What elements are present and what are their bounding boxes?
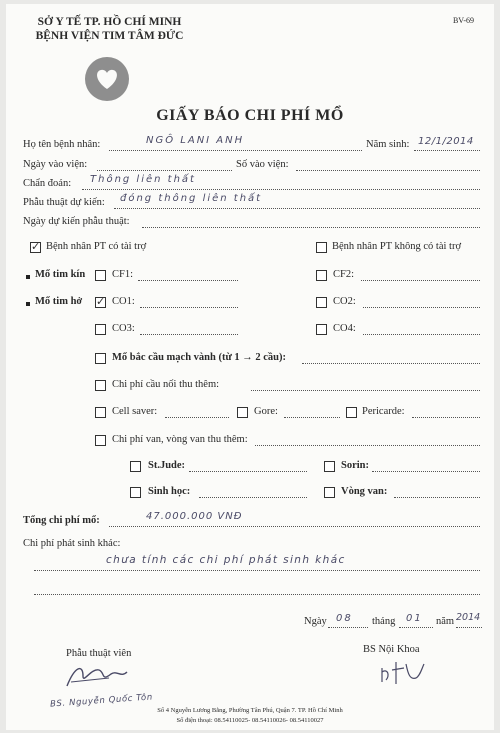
total-label: Tổng chi phí mổ: — [23, 515, 100, 526]
gore-label: Gore: — [254, 406, 278, 417]
valve-checkbox[interactable] — [95, 435, 106, 446]
form-code: BV-69 — [452, 16, 474, 25]
heart-icon — [85, 57, 129, 101]
other-cost-label: Chi phí phát sinh khác: — [23, 538, 121, 549]
sorin-label: Sorin: — [341, 460, 370, 471]
date-year-value: 2014 — [456, 612, 481, 623]
sinh-hoc-label: Sinh học: — [148, 486, 191, 497]
pericarde-checkbox[interactable] — [346, 407, 357, 418]
co4-label: CO4: — [333, 323, 356, 334]
co2-checkbox[interactable] — [316, 297, 327, 308]
not-sponsored-label: Bệnh nhân PT không có tài trợ — [332, 241, 462, 252]
check-mark-icon: ✓ — [31, 240, 41, 253]
st-jude-checkbox[interactable] — [130, 461, 141, 472]
date-month-value: 01 — [406, 613, 423, 624]
cf2-checkbox[interactable] — [316, 270, 327, 281]
sinh-hoc-checkbox[interactable] — [130, 487, 141, 498]
diagnosis-value: Thông liên thất — [90, 174, 196, 185]
extra-shunt-checkbox[interactable] — [95, 380, 106, 391]
hospital-name: BỆNH VIỆN TIM TÂM ĐỨC — [35, 30, 184, 42]
cf2-label: CF2: — [333, 269, 355, 280]
form-page — [6, 4, 494, 730]
gore-checkbox[interactable] — [237, 407, 248, 418]
pericarde-label: Pericarde: — [362, 406, 405, 417]
birth-year-label: Năm sinh: — [366, 139, 410, 150]
ministry-name: SỞ Y TẾ TP. HỒ CHÍ MINH — [37, 16, 182, 28]
other-cost-value: chưa tính các chi phí phát sinh khác — [106, 554, 346, 566]
date-day-value: 08 — [336, 613, 353, 624]
internist-label: BS Nội Khoa — [363, 644, 420, 655]
document-title: GIẤY BÁO CHI PHÍ MỔ — [156, 107, 344, 124]
valve-label: Chi phí van, vòng van thu thêm: — [112, 434, 248, 445]
not-sponsored-checkbox[interactable] — [316, 242, 327, 253]
co4-checkbox[interactable] — [316, 324, 327, 335]
co1-label: CO1: — [112, 296, 135, 307]
co3-label: CO3: — [112, 323, 135, 334]
diagnosis-label: Chẩn đoán: — [23, 178, 72, 189]
co2-label: CO2: — [333, 296, 356, 307]
birth-year-value: 12/1/2014 — [418, 136, 474, 147]
hospital-logo — [85, 57, 129, 101]
cell-saver-label: Cell saver: — [112, 406, 158, 417]
co3-checkbox[interactable] — [95, 324, 106, 335]
footer-address: Số 4 Nguyễn Lương Bằng, Phường Tân Phú, Quận 7. TP. Hồ Chí Minh — [157, 707, 343, 714]
planned-surgery-label: Phẫu thuật dự kiến: — [23, 197, 105, 208]
sponsored-checkbox[interactable] — [30, 242, 41, 253]
admission-no-label: Số vào viện: — [236, 159, 289, 170]
total-value: 47.000.000 VNĐ — [146, 511, 243, 522]
surgeon-signature — [61, 662, 131, 692]
closed-heart-label: Mổ tim kín — [35, 269, 86, 280]
cf1-label: CF1: — [112, 269, 134, 280]
co1-checkbox[interactable] — [95, 297, 106, 308]
vong-van-label: Vòng van: — [341, 486, 388, 497]
date-day-label: Ngày — [304, 616, 327, 627]
vong-van-checkbox[interactable] — [324, 487, 335, 498]
patient-name-label: Họ tên bệnh nhân: — [23, 139, 101, 150]
internist-signature — [378, 654, 428, 688]
cabg-checkbox[interactable] — [95, 353, 106, 364]
cell-saver-checkbox[interactable] — [95, 407, 106, 418]
date-month-label: tháng — [372, 616, 396, 627]
patient-name-value: NGÔ LANI ANH — [146, 135, 245, 146]
check-mark-icon: ✓ — [96, 295, 106, 308]
sponsored-label: Bệnh nhân PT có tài trợ — [46, 241, 147, 252]
date-year-label: năm — [436, 616, 455, 627]
open-heart-label: Mổ tim hở — [35, 296, 83, 307]
admission-date-label: Ngày vào viện: — [23, 159, 88, 170]
surgeon-name: BS. Nguyễn Quốc Tôn — [49, 692, 154, 710]
cf1-checkbox[interactable] — [95, 270, 106, 281]
planned-surgery-value: đóng thông liên thất — [120, 193, 263, 204]
extra-shunt-label: Chi phí cầu nối thu thêm: — [112, 379, 220, 390]
st-jude-label: St.Jude: — [148, 460, 186, 471]
footer-phone: Số điện thoại: 08.54110025- 08.54110026- 08.54110027 — [176, 717, 324, 724]
expected-date-label: Ngày dự kiến phẫu thuật: — [23, 216, 130, 227]
cabg-label: Mổ bắc cầu mạch vành (từ 1 → 2 cầu): — [112, 352, 286, 363]
sorin-checkbox[interactable] — [324, 461, 335, 472]
surgeon-label: Phẫu thuật viên — [66, 648, 132, 659]
